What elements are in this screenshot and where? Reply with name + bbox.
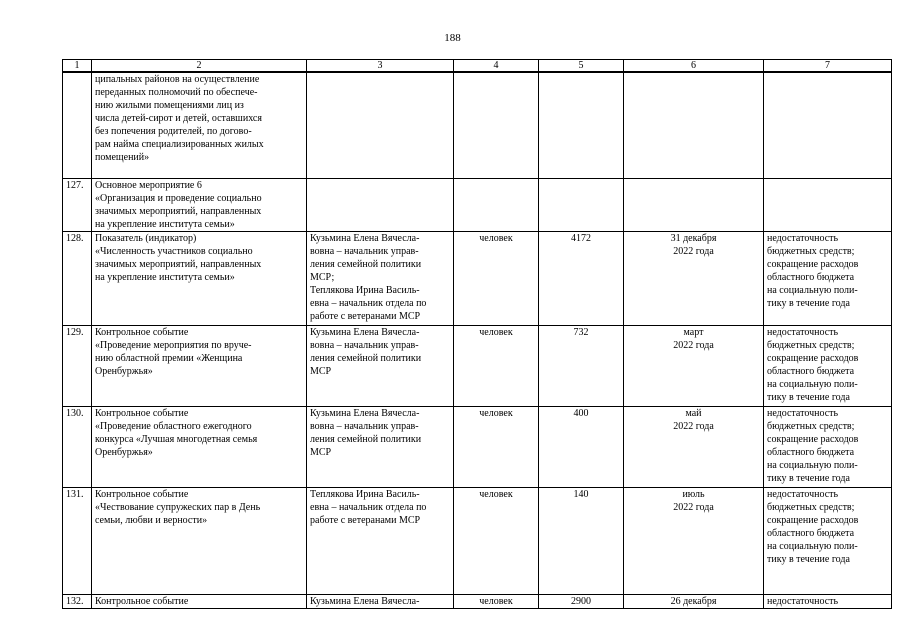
cell-text-line: работе с ветеранами МСР [310, 514, 421, 526]
cell-text-line: работе с ветеранами МСР [310, 310, 421, 322]
cell-text-line: числа детей-сирот и детей, оставшихся [95, 113, 262, 124]
cell-text-line: тику в течение года [767, 553, 850, 565]
description-cell [92, 72, 307, 178]
cell-text-line: июль [682, 488, 705, 500]
table-row [63, 231, 892, 325]
cell-text-line: ления семейной политики [310, 352, 422, 364]
cell-text-line: 2022 года [673, 420, 714, 432]
column-header: 3 [307, 60, 454, 73]
cell-text-line: на социальную поли- [767, 284, 858, 296]
cell-text-line: на укрепление института семьи» [95, 271, 235, 283]
date-cell [624, 325, 764, 406]
row-number-cell: 128. [63, 231, 92, 325]
cell-text-line: Оренбуржья» [95, 446, 153, 458]
cell-text-line: рам найма специализированных жилых [95, 139, 264, 150]
unit-cell [454, 594, 539, 608]
column-header: 2 [92, 60, 307, 73]
cell-text-line: областного бюджета [767, 527, 855, 539]
cell-text-line: бюджетных средств; [767, 339, 855, 351]
column-header: 5 [539, 60, 624, 73]
document-table [62, 59, 892, 609]
cell-text-line: МСР [310, 365, 332, 377]
value-cell [539, 231, 624, 325]
cell-text-line: Контрольное событие [95, 407, 189, 419]
description-cell [92, 231, 307, 325]
cell-text-line: 31 декабря [670, 232, 717, 244]
cell-text-line: май [685, 407, 702, 419]
responsible-cell [307, 178, 454, 231]
cell-text-line: бюджетных средств; [767, 245, 855, 257]
date-cell [624, 231, 764, 325]
table-row [63, 72, 892, 178]
cell-text-line: человек [479, 595, 513, 607]
cell-text-line: сокращение расходов [767, 514, 859, 526]
risk-cell [764, 594, 892, 608]
table-row [63, 406, 892, 487]
cell-text-line: Кузьмина Елена Вячесла- [310, 326, 420, 338]
cell-text-line: Кузьмина Елена Вячесла- [310, 232, 420, 244]
cell-text-line: сокращение расходов [767, 433, 859, 445]
column-header: 4 [454, 60, 539, 73]
cell-text-line: вовна – начальник управ- [310, 420, 419, 432]
responsible-cell [307, 231, 454, 325]
cell-text-line: 2022 года [673, 339, 714, 351]
cell-text-line: человек [479, 232, 513, 244]
cell-text-line: 732 [573, 326, 589, 338]
responsible-cell [307, 325, 454, 406]
date-cell [624, 594, 764, 608]
cell-text-line: ления семейной политики [310, 433, 422, 445]
page-number: 188 [444, 32, 461, 44]
column-header: 6 [624, 60, 764, 73]
cell-text-line: областного бюджета [767, 271, 855, 283]
unit-cell [454, 72, 539, 178]
value-cell [539, 487, 624, 594]
value-cell [539, 72, 624, 178]
cell-text-line: «Численность участников социально [95, 245, 253, 257]
row-number-cell: 130. [63, 406, 92, 487]
unit-cell [454, 487, 539, 594]
cell-text-line: 2900 [571, 595, 591, 607]
description-cell [92, 406, 307, 487]
cell-text-line: человек [479, 488, 513, 500]
cell-text-line: на социальную поли- [767, 540, 858, 552]
cell-text-line: конкурса «Лучшая многодетная семья [95, 433, 258, 445]
column-header: 7 [764, 60, 892, 73]
cell-text-line: на укрепление института семьи» [95, 218, 235, 230]
table-row [63, 178, 892, 231]
cell-text-line: 2022 года [673, 245, 714, 257]
cell-text-line: областного бюджета [767, 365, 855, 377]
cell-text-line: тику в течение года [767, 472, 850, 484]
cell-text-line: вовна – начальник управ- [310, 339, 419, 351]
cell-text-line: МСР [310, 446, 332, 458]
cell-text-line: без попечения родителей, по догово- [95, 126, 252, 137]
cell-text-line: Кузьмина Елена Вячесла- [310, 595, 420, 607]
cell-text-line: сокращение расходов [767, 352, 859, 364]
value-cell [539, 406, 624, 487]
risk-cell [764, 178, 892, 231]
cell-text-line: бюджетных средств; [767, 420, 855, 432]
cell-text-line: евна – начальник отдела по [310, 501, 427, 513]
risk-cell [764, 487, 892, 594]
responsible-cell [307, 406, 454, 487]
value-cell [539, 594, 624, 608]
column-header: 1 [63, 60, 92, 73]
cell-text-line: тику в течение года [767, 391, 850, 403]
cell-text-line: март [683, 326, 704, 338]
risk-cell [764, 325, 892, 406]
responsible-cell [307, 72, 454, 178]
cell-text-line: «Проведение областного ежегодного [95, 420, 252, 432]
cell-text-line: бюджетных средств; [767, 501, 855, 513]
cell-text-line: 140 [573, 488, 589, 500]
responsible-cell [307, 594, 454, 608]
row-number-cell: 131. [63, 487, 92, 594]
description-cell [92, 325, 307, 406]
cell-text-line: недостаточность [767, 595, 839, 607]
value-cell [539, 178, 624, 231]
cell-text-line: Теплякова Ирина Василь- [310, 284, 420, 296]
row-number-cell: 129. [63, 325, 92, 406]
cell-text-line: Контрольное событие [95, 488, 189, 500]
cell-text-line: вовна – начальник управ- [310, 245, 419, 257]
cell-text-line: 2022 года [673, 501, 714, 513]
responsible-cell [307, 487, 454, 594]
cell-text-line: на социальную поли- [767, 378, 858, 390]
cell-text-line: Контрольное событие [95, 595, 189, 607]
date-cell [624, 178, 764, 231]
unit-cell [454, 406, 539, 487]
cell-text-line: Основное мероприятие 6 [95, 179, 202, 191]
value-cell [539, 325, 624, 406]
date-cell [624, 406, 764, 487]
cell-text-line: ления семейной политики [310, 258, 422, 270]
cell-text-line: семьи, любви и верности» [95, 514, 208, 526]
cell-text-line: 400 [573, 407, 589, 419]
row-number-cell: 127. [63, 178, 92, 231]
risk-cell [764, 406, 892, 487]
cell-text-line: нию областной премии «Женщина [95, 352, 243, 364]
table-row [63, 325, 892, 406]
cell-text-line: 26 декабря [670, 595, 717, 607]
cell-text-line: 4172 [571, 232, 591, 244]
table-row [63, 487, 892, 594]
cell-text-line: помещений» [95, 152, 150, 163]
risk-cell [764, 72, 892, 178]
cell-text-line: «Организация и проведение социально [95, 192, 262, 204]
cell-text-line: недостаточность [767, 232, 839, 244]
cell-text-line: Кузьмина Елена Вячесла- [310, 407, 420, 419]
table-row [63, 594, 892, 608]
description-cell [92, 487, 307, 594]
unit-cell [454, 178, 539, 231]
row-number-cell [63, 72, 92, 178]
cell-text-line: сокращение расходов [767, 258, 859, 270]
cell-text-line: Оренбуржья» [95, 365, 153, 377]
cell-text-line: переданных полномочий по обеспече- [95, 87, 258, 98]
cell-text-line: тику в течение года [767, 297, 850, 309]
date-cell [624, 487, 764, 594]
description-cell [92, 178, 307, 231]
cell-text-line: Теплякова Ирина Василь- [310, 488, 420, 500]
cell-text-line: «Проведение мероприятия по вруче- [95, 339, 252, 351]
cell-text-line: евна – начальник отдела по [310, 297, 427, 309]
row-number-cell: 132. [63, 594, 92, 608]
cell-text-line: нию жилыми помещениями лиц из [95, 100, 244, 111]
cell-text-line: человек [479, 326, 513, 338]
cell-text-line: человек [479, 407, 513, 419]
cell-text-line: ципальных районов на осуществление [95, 74, 260, 85]
cell-text-line: на социальную поли- [767, 459, 858, 471]
risk-cell [764, 231, 892, 325]
unit-cell [454, 325, 539, 406]
unit-cell [454, 231, 539, 325]
cell-text-line: Показатель (индикатор) [95, 232, 197, 244]
cell-text-line: значимых мероприятий, направленных [95, 258, 262, 270]
cell-text-line: недостаточность [767, 407, 839, 419]
cell-text-line: недостаточность [767, 326, 839, 338]
cell-text-line: Контрольное событие [95, 326, 189, 338]
date-cell [624, 72, 764, 178]
description-cell [92, 594, 307, 608]
cell-text-line: областного бюджета [767, 446, 855, 458]
cell-text-line: значимых мероприятий, направленных [95, 205, 262, 217]
cell-text-line: «Чествование супружеских пар в День [95, 501, 261, 513]
cell-text-line: недостаточность [767, 488, 839, 500]
table-header-row [63, 60, 892, 73]
cell-text-line: МСР; [310, 271, 335, 283]
